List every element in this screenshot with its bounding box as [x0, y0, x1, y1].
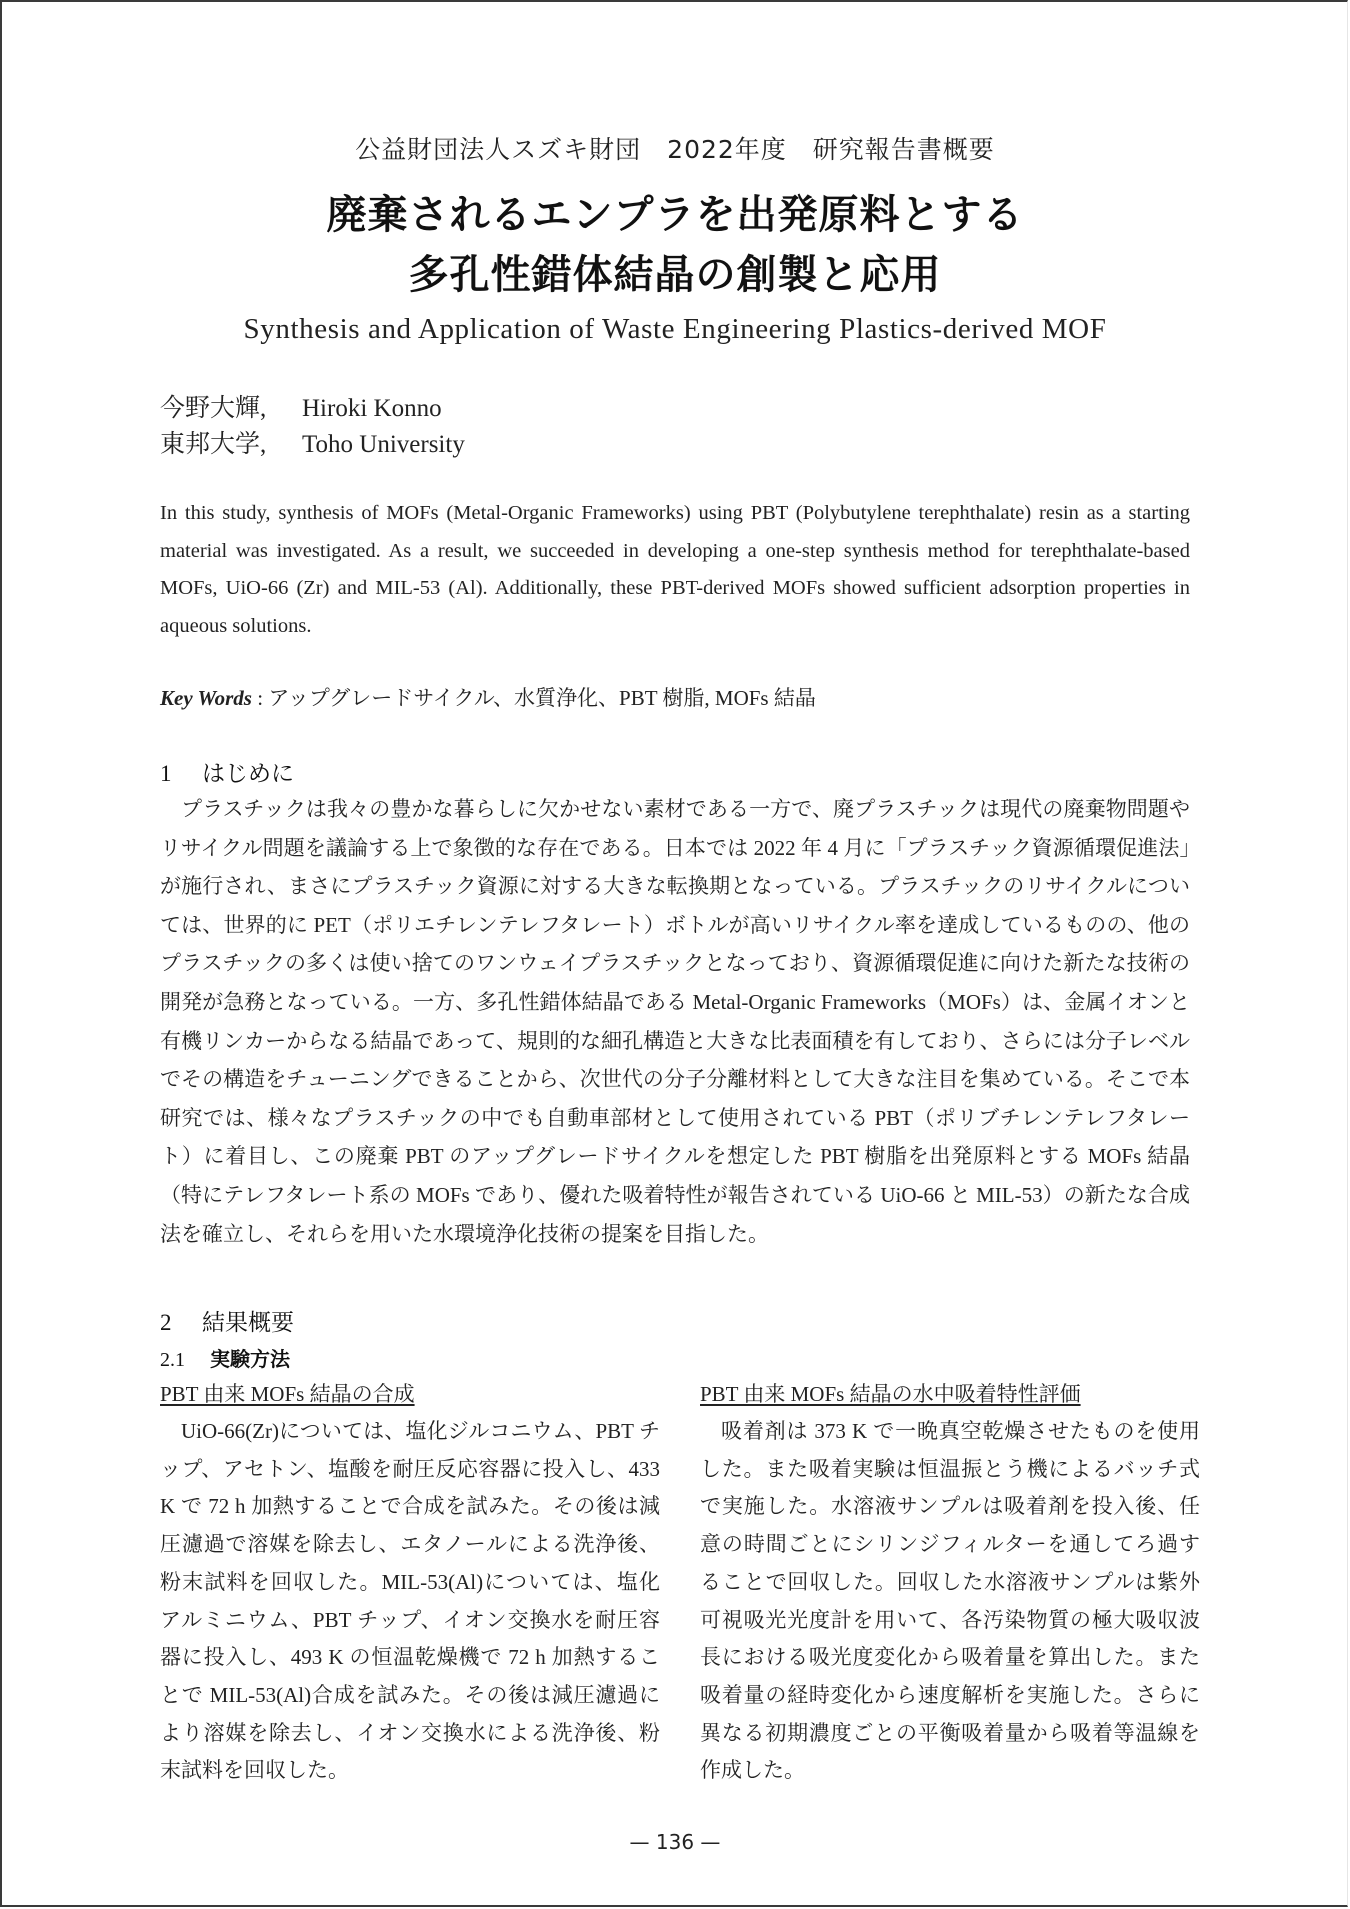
section-1-heading — [160, 755, 294, 788]
left-column-body — [160, 1413, 660, 1790]
keywords — [160, 682, 816, 712]
section-1-body — [160, 790, 1190, 1253]
section-1-title: はじめに — [202, 761, 294, 787]
right-column-heading: PBT 由来 MOFs 結晶の水中吸着特性評価 — [700, 1382, 1081, 1406]
left-column-paragraph: UiO-66(Zr)については、塩化ジルコニウム、PBT チップ、アセトン、塩酸を耐圧反応容器に投入し、433 K で 72 h 加熱することで合成を試みた。その後は減圧濾過で溶媒を除去し、エタノールによる洗浄後、粉末試料を回収した。MIL-53(Al)については、塩化アルミニウム、PBT チップ、イオン交換水を耐圧容器に投入し、493 K の恒温乾燥機で 72 h 加熱することで MIL-53(Al)合成を試みた。その後は減圧濾過により溶媒を除去し、イオン交換水による洗浄後、粉末試料を回収した。 — [160, 1419, 660, 1783]
title-japanese-line-1: 廃棄されるエンプラを出発原料とする — [326, 192, 1024, 238]
keywords-value: アップグレードサイクル、水質浄化、PBT 樹脂, MOFs 結晶 — [268, 686, 816, 710]
author-name-ja: 今野大輝, — [160, 395, 267, 422]
subsection-2-1-title: 実験方法 — [210, 1347, 290, 1371]
title-english: Synthesis and Application of Waste Engineering Plastics-derived MOF — [243, 313, 1107, 345]
affiliation-ja: 東邦大学, — [160, 431, 267, 458]
subsection-2-1-number: 2.1 — [160, 1349, 185, 1371]
right-column-paragraph: 吸着剤は 373 K で一晩真空乾燥させたものを使用した。また吸着実験は恒温振とう機によるバッチ式で実施した。水溶液サンプルは吸着剤を投入後、任意の時間ごとにシリンジフィルターを通してろ過することで回収した。回収した水溶液サンプルは紫外可視吸光光度計を用いて、各汚染物質の極大吸収波長における吸光度変化から吸着量を算出した。また吸着量の経時変化から速度解析を実施した。さらに異なる初期濃度ごとの平衡吸着量から吸着等温線を作成した。 — [700, 1419, 1200, 1783]
page-number: — 136 — — [629, 1830, 721, 1854]
keywords-separator: : — [251, 686, 269, 710]
section-2-title: 結果概要 — [202, 1310, 294, 1336]
report-header: 公益財団法人スズキ財団 2022年度 研究報告書概要 — [355, 135, 995, 164]
section-1-paragraph: プラスチックは我々の豊かな暮らしに欠かせない素材である一方で、廃プラスチックは現代の廃棄物問題やリサイクル問題を議論する上で象徴的な存在である。日本では 2022 年 4 月に「プラスチック資源循環促進法」が施行され、まさにプラスチック資源に対する大きな転換期となっている。プラスチックのリサイクルについては、世界的に PET（ポリエチレンテレフタレート）ボトルが高いリサイクル率を達成しているものの、他のプラスチックの多くは使い捨てのワンウェイプラスチックとなっており、資源循環促進に向けた新たな技術の開発が急務となっている。一方、多孔性錯体結晶である Metal-Organic Frameworks（MOFs）は、金属イオンと有機リンカーからなる結晶であって、規則的な細孔構造と大きな比表面積を有しており、さらには分子レベルでその構造をチューニングできることから、次世代の分子分離材料として大きな注目を集めている。そこで本研究では、様々なプラスチックの中でも自動車部材として使用されている PBT（ポリブチレンテレフタレート）に着目し、この廃棄 PBT のアップグレードサイクルを想定した PBT 樹脂を出発原料とする MOFs 結晶（特にテレフタレート系の MOFs であり、優れた吸着特性が報告されている UiO-66 と MIL-53）の新たな合成法を確立し、それらを用いた水環境浄化技術の提案を目指した。 — [160, 797, 1190, 1246]
title-japanese-line-2: 多孔性錯体結晶の創製と応用 — [408, 252, 942, 298]
author-name — [160, 388, 442, 424]
section-2-number: 2 — [160, 1310, 172, 1335]
keywords-label: Key Words — [160, 686, 252, 710]
subsection-2-1-heading — [160, 1343, 290, 1372]
author-affiliation — [160, 424, 465, 460]
left-column-heading: PBT 由来 MOFs 結晶の合成 — [160, 1382, 415, 1406]
section-1-number: 1 — [160, 761, 172, 786]
abstract: In this study, synthesis of MOFs (Metal-Organic Frameworks) using PBT (Polybutylene terephthalate) resin as a starting material was investigated. As a result, we succeeded in developing a one-step synthesis method for terephthalate-based MOFs, UiO-66 (Zr) and MIL-53 (Al). Additionally, these PBT-derived MOFs showed sufficient adsorption properties in aqueous solutions. — [160, 502, 1190, 637]
right-column-body — [700, 1413, 1200, 1790]
affiliation-en: Toho University — [302, 431, 465, 458]
author-name-en: Hiroki Konno — [302, 395, 442, 422]
section-2-heading — [160, 1304, 294, 1337]
